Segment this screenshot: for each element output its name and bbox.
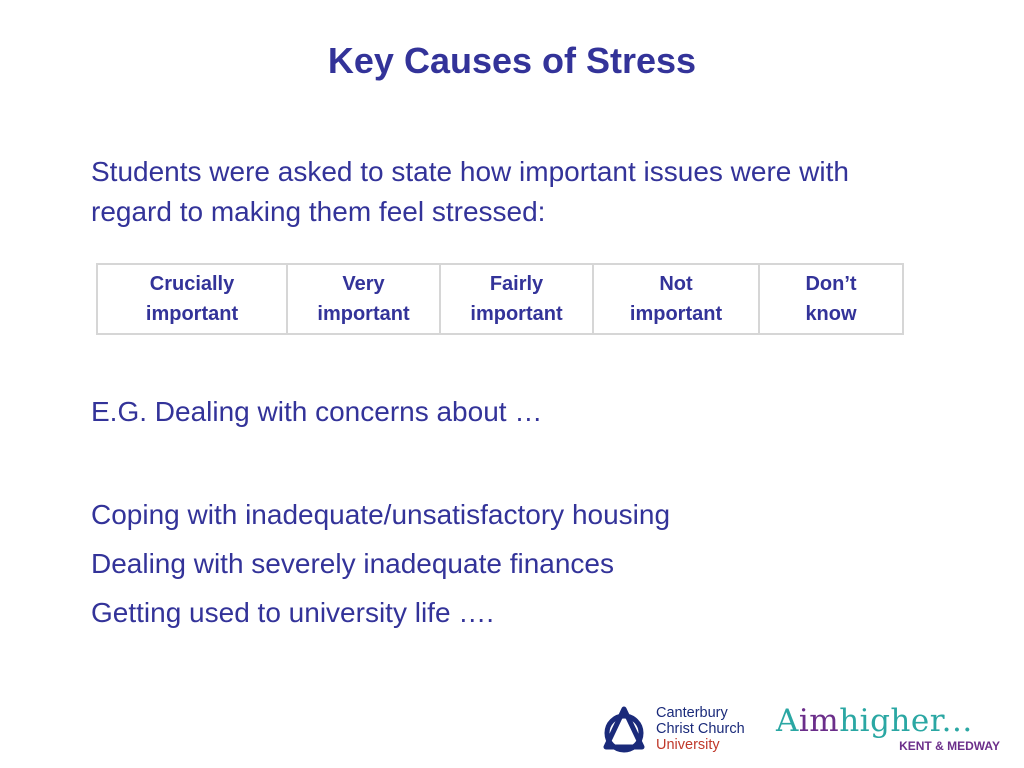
scale-cell-line: Crucially [149, 273, 235, 295]
aim-higher: higher... [839, 703, 973, 739]
ccu-line-1: Canterbury [656, 705, 728, 721]
scale-cell-crucially [97, 264, 287, 334]
table-row [97, 264, 903, 334]
scale-cell-line: Don’t [805, 273, 857, 295]
examples-list [91, 490, 670, 637]
scale-cell-line: know [805, 303, 857, 325]
scale-cell-line: Fairly [489, 273, 544, 295]
importance-scale-table [96, 263, 904, 335]
scale-cell-line: important [470, 303, 563, 325]
scale-cell-not [593, 264, 759, 334]
ccu-line-2: Christ Church [656, 721, 745, 737]
aim-a: A [776, 703, 799, 739]
list-item: Coping with inadequate/unsatisfactory housing [91, 499, 671, 530]
slide-title: Key Causes of Stress [327, 40, 697, 81]
list-item: Getting used to university life …. [91, 597, 495, 628]
ccu-line-3: University [656, 737, 720, 753]
canterbury-christ-church-logo [596, 703, 766, 759]
list-item: Dealing with severely inadequate finances [91, 548, 614, 579]
scale-cell-line: Not [659, 273, 693, 295]
scale-cell-line: important [317, 303, 410, 325]
scale-cell-line: Very [342, 273, 385, 295]
aimhigher-logo [776, 703, 1006, 759]
aimhigher-wordmark [776, 703, 973, 739]
scale-cell-very [287, 264, 440, 334]
scale-cell-line: important [629, 303, 723, 325]
scale-cell-fairly [440, 264, 593, 334]
intro-text: Students were asked to state how important issues were with regard to making them feel stressed: [91, 156, 849, 227]
scale-cell-line: important [145, 303, 239, 325]
example-intro: E.G. Dealing with concerns about … [91, 396, 543, 427]
aimhigher-subtitle: KENT & MEDWAY [899, 739, 1000, 753]
scale-cell-dont-know [759, 264, 903, 334]
aim-im: im [798, 703, 840, 739]
ccu-knot-icon [596, 703, 652, 759]
ccu-wordmark [656, 705, 745, 753]
